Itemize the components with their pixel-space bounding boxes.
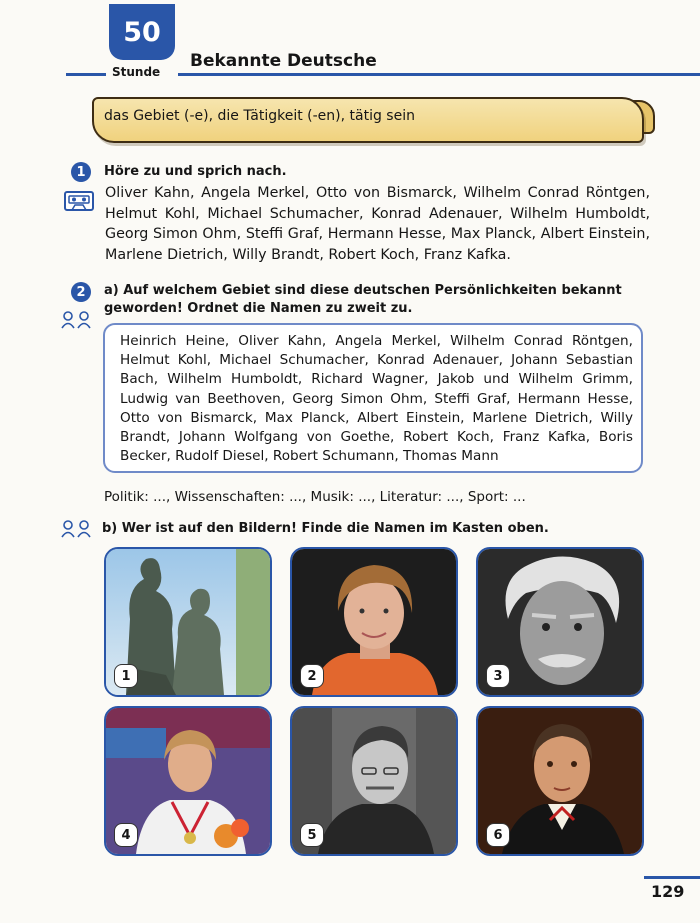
cassette-audio-icon	[64, 190, 94, 212]
task-2a-instruction: a) Auf welchem Gebiet sind diese deutschen Persönlichkeiten bekannt geworden! Ordnet die Namen zu zweit zu.	[104, 283, 622, 316]
photo-4-label: 4	[114, 823, 138, 847]
vocabulary-text: das Gebiet (-e), die Tätigkeit (-en), tätig sein	[104, 108, 415, 124]
task-2-number: 2	[71, 282, 91, 302]
lesson-number-badge: 50	[109, 4, 175, 60]
header-rule-left	[66, 73, 106, 76]
photo-5-label: 5	[300, 823, 324, 847]
task-1-number: 1	[71, 162, 91, 182]
category-line: Politik: ..., Wissenschaften: ..., Musik: ..., Literatur: ..., Sport: ...	[104, 489, 526, 505]
pair-work-icon	[60, 519, 96, 539]
task-2b-instruction: b) Wer ist auf den Bildern! Finde die Namen im Kasten oben.	[102, 521, 549, 536]
pair-work-icon	[60, 310, 96, 330]
page-title: Bekannte Deutsche	[190, 51, 377, 71]
page-number: 129	[651, 882, 685, 901]
photo-2-label: 2	[300, 664, 324, 688]
task-1-names: Oliver Kahn, Angela Merkel, Otto von Bismarck, Wilhelm Conrad Röntgen, Helmut Kohl, Michael Schumacher, Konrad Adenauer, Wilhelm Humboldt, Georg Simon Ohm, Steffi Graf, Hermann Hesse, Max Planck, Albert Einstein, Marlene Dietrich, Willy Brandt, Robert Koch, Franz Kafka.	[105, 185, 650, 263]
header-rule-right	[178, 73, 700, 76]
footer-rule	[644, 876, 700, 879]
box-names: Heinrich Heine, Oliver Kahn, Angela Merkel, Wilhelm Conrad Röntgen, Helmut Kohl, Michael Schumacher, Konrad Adenauer, Johann Sebastian Bach, Wilhelm Humboldt, Richard Wagner, Jakob und Wilhelm Grimm, Ludwig van Beethoven, Georg Simon Ohm, Steffi Graf, Hermann Hesse, Otto von Bismarck, Max Planck, Albert Einstein, Marlene Dietrich, Willy Brandt, Johann Wolfgang von Goethe, Robert Koch, Franz Kafka, Boris Becker, Rudolf Diesel, Robert Schumann, Thomas Mann	[120, 333, 633, 465]
task-1-instruction: Höre zu und sprich nach.	[104, 164, 287, 179]
photo-3-label: 3	[486, 664, 510, 688]
photo-6-label: 6	[486, 823, 510, 847]
lesson-label: Stunde	[112, 65, 161, 79]
photo-1-label: 1	[114, 664, 138, 688]
